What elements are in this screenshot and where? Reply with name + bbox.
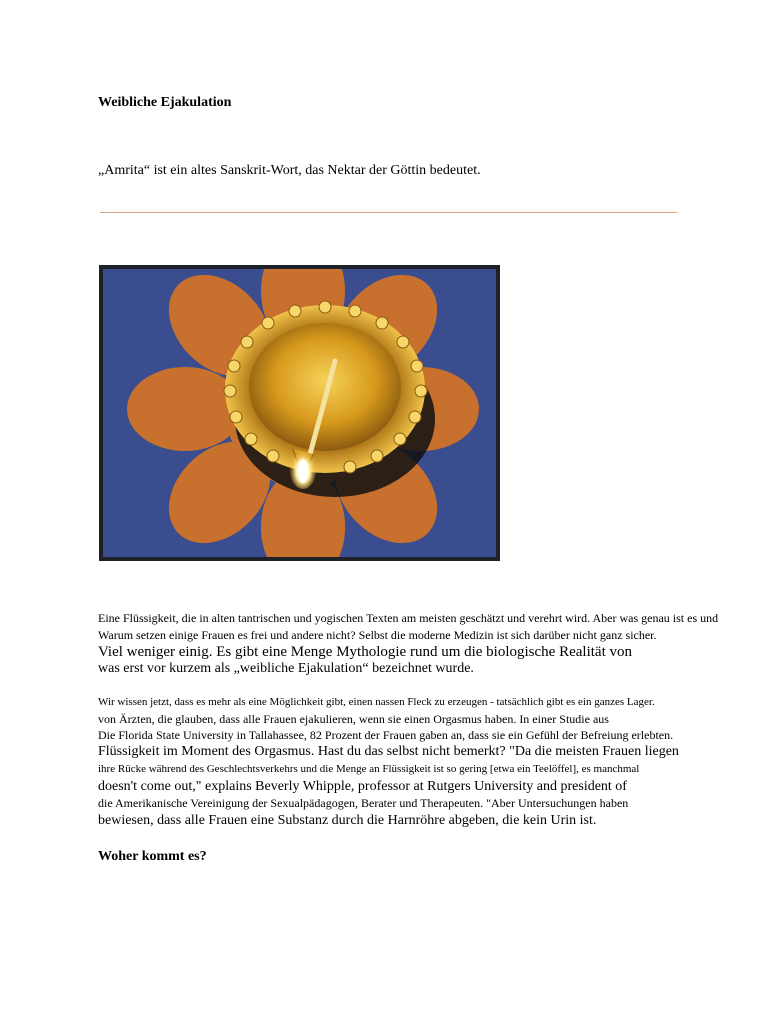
- horizontal-divider: [100, 212, 677, 213]
- paragraph2-line: Flüssigkeit im Moment des Orgasmus. Hast du das selbst nicht bemerkt? "Da die meisten Frauen liegen: [98, 744, 679, 759]
- paragraph1-line: was erst vor kurzem als „weibliche Ejakulation“ bezeichnet wurde.: [98, 661, 474, 676]
- page-title: Weibliche Ejakulation: [98, 95, 232, 110]
- paragraph2-line: bewiesen, dass alle Frauen eine Substanz durch die Harnröhre abgeben, die kein Urin ist.: [98, 813, 597, 828]
- diya-lamp-image: [99, 265, 500, 561]
- paragraph2-line: ihre Rücke während des Geschlechtsverkehrs und die Menge an Flüssigkeit ist so gering [etwa ein Teelöffel], es manchmal: [98, 763, 640, 775]
- paragraph1-line: Eine Flüssigkeit, die in alten tantrischen und yogischen Texten am meisten geschätzt und verehrt wird. Aber was genau ist es und: [98, 611, 719, 625]
- paragraph2-line: Die Florida State University in Tallahassee, 82 Prozent der Frauen gaben an, dass sie ein Gefühl der Befreiung erlebten.: [98, 728, 674, 742]
- section-heading: Woher kommt es?: [98, 849, 207, 864]
- paragraph1-line: Warum setzen einige Frauen es frei und andere nicht? Selbst die moderne Medizin ist sich darüber nicht ganz sicher.: [98, 628, 657, 642]
- paragraph2-line: von Ärzten, die glauben, dass alle Frauen ejakulieren, wenn sie einen Orgasmus haben. In einer Studie aus: [98, 712, 609, 726]
- paragraph2-line: doesn't come out," explains Beverly Whipple, professor at Rutgers University and president of: [98, 779, 627, 794]
- diya-oil-lamp-on-rangoli-image: [103, 269, 496, 557]
- paragraph2-line: die Amerikanische Vereinigung der Sexualpädagogen, Berater und Therapeuten. "Aber Untersuchungen haben: [98, 796, 629, 810]
- paragraph1-line: Viel weniger einig. Es gibt eine Menge Mythologie rund um die biologische Realität von: [98, 644, 632, 660]
- paragraph2-line: Wir wissen jetzt, dass es mehr als eine Möglichkeit gibt, einen nassen Fleck zu erzeugen - tatsächlich gibt es ein ganzes Lager.: [98, 696, 655, 708]
- intro-sentence: „Amrita“ ist ein altes Sanskrit-Wort, das Nektar der Göttin bedeutet.: [98, 163, 481, 178]
